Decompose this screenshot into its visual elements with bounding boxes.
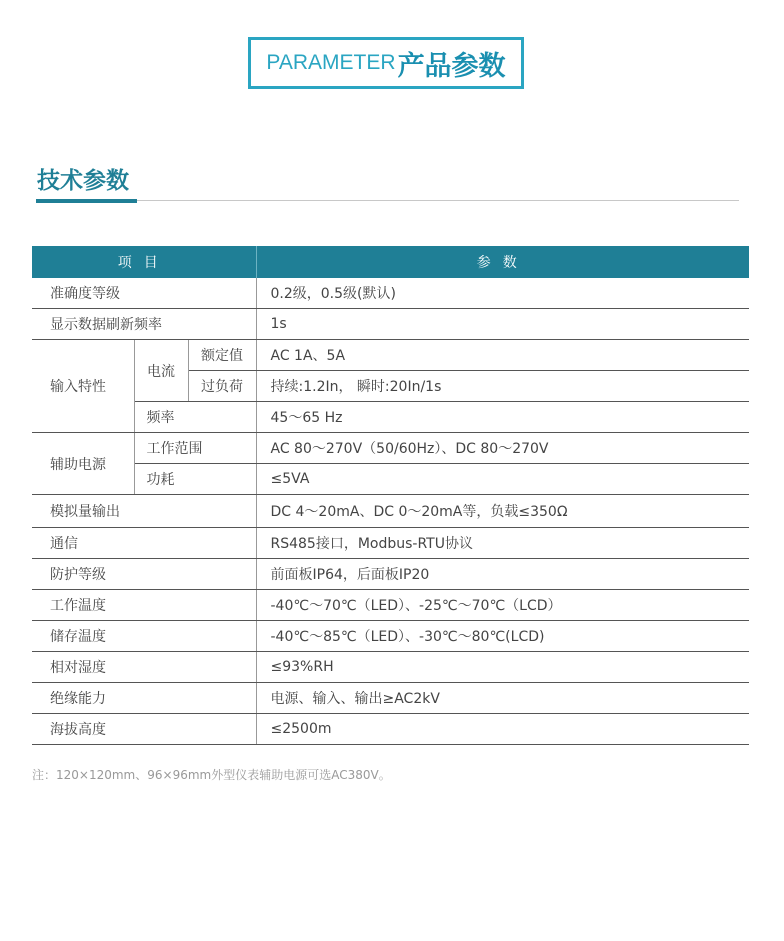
row-value: AC 1A、5A — [256, 340, 749, 371]
table-row — [32, 340, 749, 371]
footnote: 注：120×120mm、96×96mm外型仪表辅助电源可选AC380V。 — [32, 768, 391, 782]
table-header-row — [32, 246, 749, 278]
spec-table — [32, 246, 749, 745]
table-row — [32, 433, 749, 464]
section-divider — [36, 200, 739, 201]
row-value: 45～65 Hz — [256, 402, 749, 433]
row-value: 前面板IP64，后面板IP20 — [256, 559, 749, 590]
row-sublabel: 电流 — [134, 340, 188, 402]
row-label: 海拔高度 — [32, 714, 256, 745]
header-param: 参数 — [256, 246, 749, 278]
row-sublabel: 功耗 — [134, 464, 256, 495]
row-label: 储存温度 — [32, 621, 256, 652]
row-sublabel: 过负荷 — [188, 371, 256, 402]
table-row — [32, 402, 749, 433]
row-label: 相对湿度 — [32, 652, 256, 683]
table-row — [32, 495, 749, 528]
parameter-banner — [248, 37, 524, 89]
table-row — [32, 309, 749, 340]
row-value: ≤5VA — [256, 464, 749, 495]
row-label: 显示数据刷新频率 — [32, 309, 256, 340]
row-label: 模拟量输出 — [32, 495, 256, 528]
section-title-underline — [36, 199, 137, 203]
row-value: RS485接口，Modbus-RTU协议 — [256, 528, 749, 559]
row-label: 工作温度 — [32, 590, 256, 621]
row-label: 绝缘能力 — [32, 683, 256, 714]
section-title: 技术参数 — [37, 168, 129, 194]
row-value: -40℃～70℃（LED）、-25℃～70℃（LCD） — [256, 590, 749, 621]
table-row — [32, 559, 749, 590]
row-label: 通信 — [32, 528, 256, 559]
row-sublabel: 额定值 — [188, 340, 256, 371]
row-label: 辅助电源 — [32, 433, 134, 495]
header-item: 项目 — [32, 246, 256, 278]
table-row — [32, 528, 749, 559]
table-row — [32, 714, 749, 745]
table-row — [32, 683, 749, 714]
table-row — [32, 590, 749, 621]
row-value: DC 4～20mA、DC 0～20mA等，负载≤350Ω — [256, 495, 749, 528]
row-value: ≤93%RH — [256, 652, 749, 683]
table-row — [32, 278, 749, 309]
row-value: 0.2级，0.5级(默认) — [256, 278, 749, 309]
row-label: 输入特性 — [32, 340, 134, 433]
row-value: AC 80～270V（50/60Hz）、DC 80～270V — [256, 433, 749, 464]
banner-chinese-title: 产品参数 — [397, 50, 506, 82]
row-value: ≤2500m — [256, 714, 749, 745]
row-value: 持续:1.2In， 瞬时:20In/1s — [256, 371, 749, 402]
banner-english-title: PARAMETER — [266, 51, 396, 74]
row-value: -40℃～85℃（LED）、-30℃～80℃(LCD) — [256, 621, 749, 652]
table-row — [32, 621, 749, 652]
row-sublabel: 频率 — [134, 402, 256, 433]
row-value: 1s — [256, 309, 749, 340]
row-label: 防护等级 — [32, 559, 256, 590]
row-label: 准确度等级 — [32, 278, 256, 309]
row-value: 电源、输入、输出≥AC2kV — [256, 683, 749, 714]
table-row — [32, 464, 749, 495]
table-row — [32, 652, 749, 683]
row-sublabel: 工作范围 — [134, 433, 256, 464]
